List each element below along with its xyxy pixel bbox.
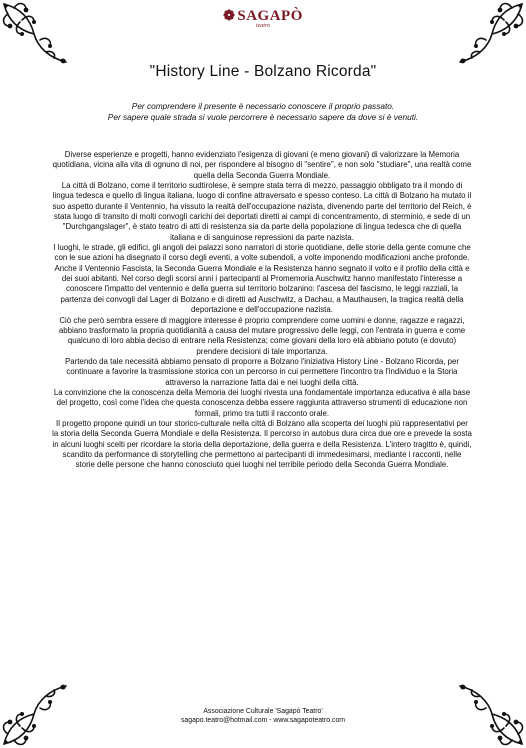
body-paragraph: La città di Bolzano, come il territorio sudtirolese, è sempre stata terra di mezzo, passaggio obbligato tra il mondo di lingua tedesca e quello di lingua italiana, luogo di confine attraversato e spesso conteso. La città di Bolzano ha mutato il suo aspetto durante il Ventennio, ha vissuto la realtà dell'occupazione nazista, divenendo parte del territorio del Reich, è stata luogo di transito di molti convogli carichi dei deportati diretti ai campi di concentramento, di sterminio, e sede di un "Durchgangslager", è stato teatro di atti di resistenza sia da parte della popolazione di lingua tedesca che di quella italiana e di sanguinose repressioni da parte nazista. [52,181,472,242]
body-paragraph: Il progetto propone quindi un tour storico-culturale nella città di Bolzano alla scoperta dei luoghi più rappresentativi per la storia della Seconda Guerra Mondiale e della Resistenza. Il percorso in autobus dura circa due ore e prevede la sosta in alcuni luoghi scelti per ricordare la storia della deportazione, della guerra e della Resistenza. L'intero tragitto è, quindi, scandito da performance di storytelling che permettono ai partecipanti di immedesimarsi, mediante i racconti, nelle storie delle persone che hanno conosciuto quei luoghi nel terribile periodo della Seconda Guerra Mondiale. [52,418,472,470]
body-paragraph: Anche il Ventennio Fascista, la Seconda Guerra Mondiale e la Resistenza hanno segnato il volto e il profilo della città e dei suoi abitanti. Nel corso degli scorsi anni i partecipanti al Promemoria Auschwitz hanno manifestato l'interesse a conoscere l'impatto del ventennio e della guerra sul territorio bolzanino: l'ascesa del fascismo, le leggi razziali, la partenza dei convogli dal Lager di Bolzano e di diretti ad Auschwitz, a Dachau, a Mauthausen, la tragica realtà della deportazione e dell'occupazione nazista. [54,263,470,315]
logo-mark-icon: ❁ [223,9,236,24]
footer [0,707,526,725]
intro-line: Per comprendere il presente è necessario conoscere il proprio passato. [131,101,395,111]
body-paragraph: Ciò che però sembra essere di maggiore interesse è proprio comprendere come uomini e donne, ragazze e ragazzi, abbiano trasformato la propria quotidianità a causa del mutare progressivo delle leggi, con l'entrata in guerra e come qualcuno di loro abbia deciso di entrare nella Resistenza; come giovani della loro età abbiano potuto (e dovuto) prendere decisioni di tale importanza. [58,315,466,356]
body-paragraph: La convinzione che la conoscenza della Memoria dei luoghi rivesta una fondamentale importanza educativa è alla base del progetto, così come l'idea che questa conoscenza debba essere raggiunta attraverso strumenti di educazione non formali, primo tra tutti il racconto orale. [53,387,471,418]
logo-text: SAGAPÒ [237,8,303,24]
footer-org: Associazione Culturale 'Sagapò Teatro' [203,708,323,715]
body-text [52,150,472,471]
body-paragraph: Partendo da tale necessità abbiamo pensato di proporre a Bolzano l'iniziativa History Line - Bolzano Ricorda, per continuare a favorire la trasmissione storica con un percorso in cui permettere l'incontro tra l'individuo e la Storia attraverso la narrazione fatta dai e nei luoghi della città. [64,356,460,387]
logo-subtext: teatro [255,23,271,29]
footer-contact: sagapo.teatro@hotmail.com - www.sagapoteatro.com [180,717,346,724]
intro-line: Per sapere quale strada si vuole percorrere è necessario sapere da dove si è venuti. [107,112,419,122]
intro-quote [40,101,486,123]
brand-logo [0,8,526,29]
body-paragraph: I luoghi, le strade, gli edifici, gli angoli dei palazzi sono narratori di storie quotidiane, delle storie della gente comune che con le sue azioni ha disegnato il corso degli eventi, a volte subendoli, a volte imponendo modificazioni anche profonde. [53,243,471,263]
page-title: "History Line - Bolzano Ricorda" [149,63,377,80]
body-paragraph: Diverse esperienze e progetti, hanno evidenziato l'esigenza di giovani (e meno giovani) di valorizzare la Memoria quotidiana, vicina alla vita di ognuno di noi, per rispondere al bisogno di "sentire", e non solo "studiare", una realtà come quella della Seconda Guerra Mondiale. [52,150,472,180]
